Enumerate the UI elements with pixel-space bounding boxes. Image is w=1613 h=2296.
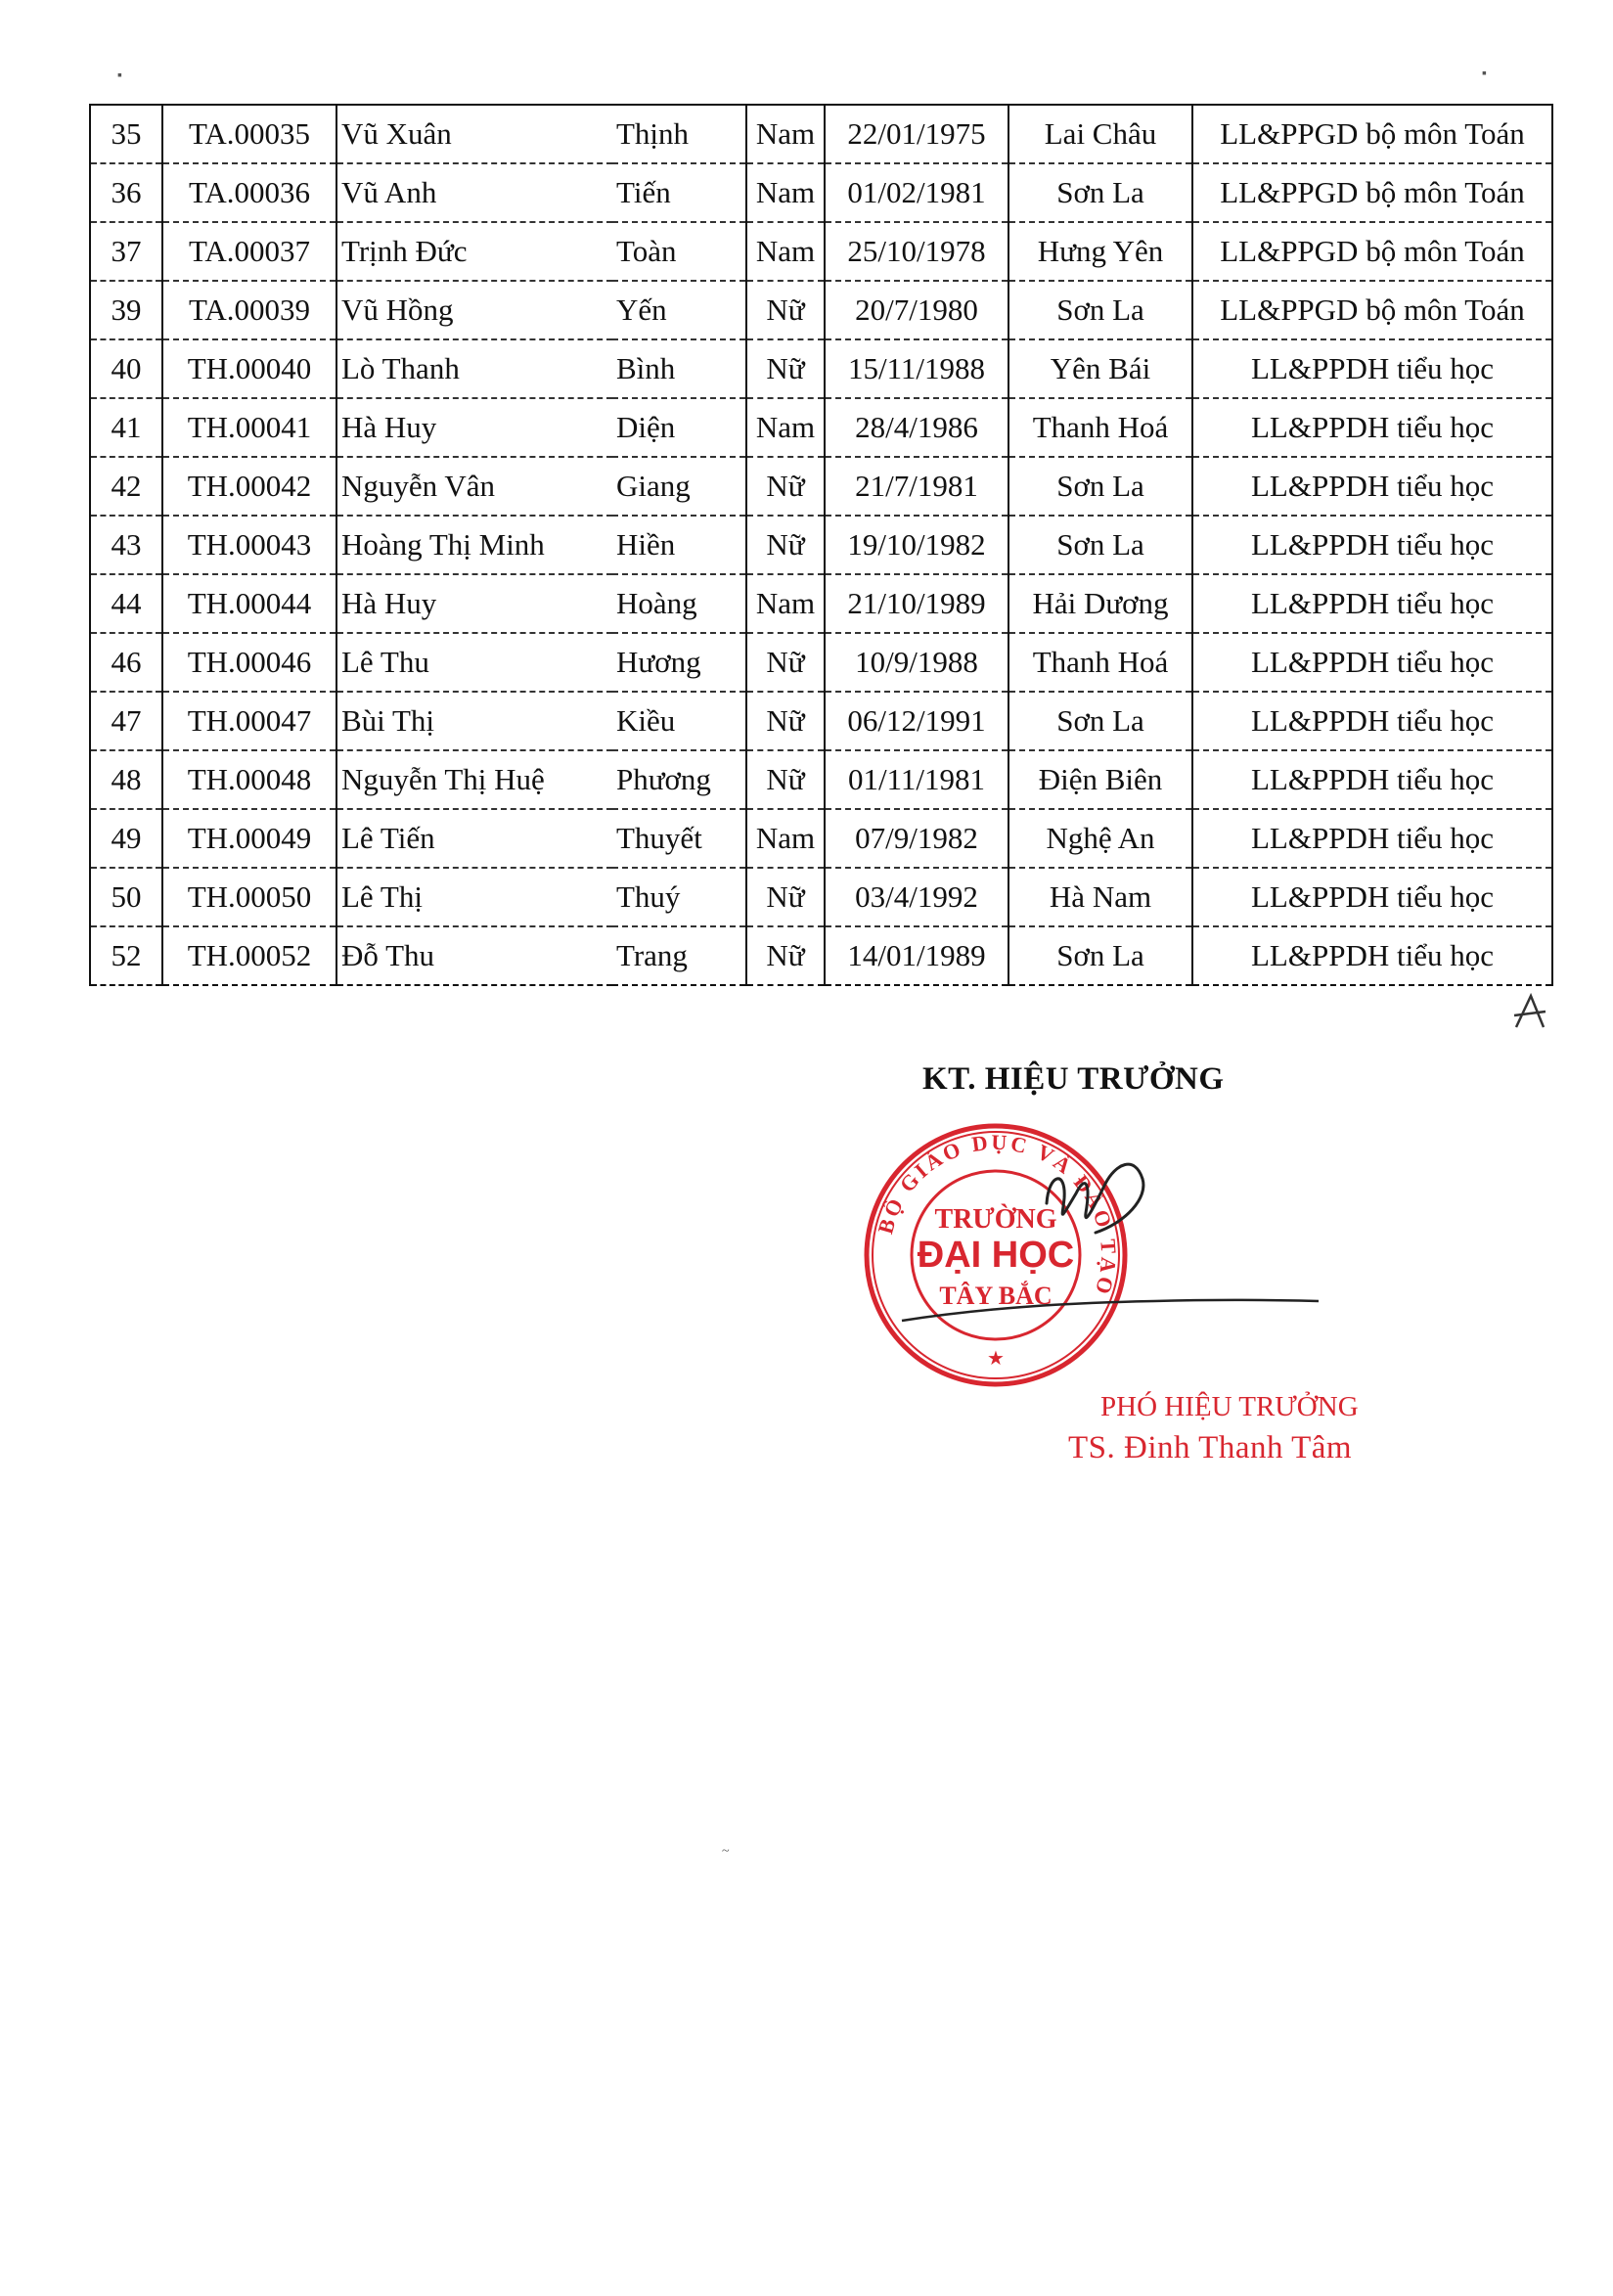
cell-major: LL&PPDH tiểu học — [1192, 516, 1552, 574]
cell-dob: 01/02/1981 — [825, 163, 1008, 222]
table-row — [90, 398, 1552, 457]
student-table — [89, 104, 1553, 986]
cell-stt: 50 — [90, 868, 162, 926]
cell-last: Thuý — [612, 868, 746, 926]
cell-stt: 46 — [90, 633, 162, 692]
cell-major: LL&PPDH tiểu học — [1192, 750, 1552, 809]
cell-place: Lai Châu — [1008, 105, 1192, 163]
cell-last: Diện — [612, 398, 746, 457]
cell-code: TA.00039 — [162, 281, 336, 339]
cell-dob: 06/12/1991 — [825, 692, 1008, 750]
cell-place: Yên Bái — [1008, 339, 1192, 398]
seal-line-2: ĐẠI HỌC — [917, 1235, 1075, 1276]
cell-sex: Nữ — [746, 692, 825, 750]
cell-stt: 47 — [90, 692, 162, 750]
seal-ring-text: BỘ GIÁO DỤC VÀ ĐÀO TẠO — [873, 1129, 1122, 1300]
cell-stt: 40 — [90, 339, 162, 398]
cell-sex: Nam — [746, 398, 825, 457]
seal-line-1: TRƯỜNG — [934, 1204, 1057, 1235]
cell-first: Lê Tiến — [336, 809, 612, 868]
cell-first: Hoàng Thị Minh — [336, 516, 612, 574]
cell-sex: Nữ — [746, 516, 825, 574]
table-row — [90, 926, 1552, 985]
cell-sex: Nữ — [746, 868, 825, 926]
cell-sex: Nữ — [746, 339, 825, 398]
cell-first: Đỗ Thu — [336, 926, 612, 985]
cell-dob: 14/01/1989 — [825, 926, 1008, 985]
cell-place: Sơn La — [1008, 457, 1192, 516]
table-row — [90, 868, 1552, 926]
cell-code: TH.00042 — [162, 457, 336, 516]
cell-major: LL&PPDH tiểu học — [1192, 398, 1552, 457]
cell-major: LL&PPDH tiểu học — [1192, 926, 1552, 985]
table-row — [90, 281, 1552, 339]
cell-place: Sơn La — [1008, 926, 1192, 985]
cell-stt: 39 — [90, 281, 162, 339]
signer-name: TS. Đinh Thanh Tâm — [1068, 1430, 1353, 1465]
cell-place: Điện Biên — [1008, 750, 1192, 809]
cell-dob: 21/10/1989 — [825, 574, 1008, 633]
cell-major: LL&PPDH tiểu học — [1192, 868, 1552, 926]
table-row — [90, 457, 1552, 516]
cell-sex: Nam — [746, 222, 825, 281]
cell-first: Lê Thu — [336, 633, 612, 692]
cell-major: LL&PPDH tiểu học — [1192, 457, 1552, 516]
cell-last: Phương — [612, 750, 746, 809]
cell-first: Hà Huy — [336, 574, 612, 633]
cell-code: TA.00036 — [162, 163, 336, 222]
scan-speck: ▪ — [117, 68, 122, 83]
cell-code: TH.00050 — [162, 868, 336, 926]
cell-major: LL&PPGD bộ môn Toán — [1192, 222, 1552, 281]
margin-scribble — [1506, 988, 1555, 1037]
signature-title: KT. HIỆU TRƯỞNG — [922, 1061, 1225, 1097]
cell-sex: Nữ — [746, 281, 825, 339]
cell-sex: Nữ — [746, 750, 825, 809]
cell-dob: 28/4/1986 — [825, 398, 1008, 457]
cell-code: TH.00046 — [162, 633, 336, 692]
cell-place: Hải Dương — [1008, 574, 1192, 633]
table-row — [90, 574, 1552, 633]
table-row — [90, 163, 1552, 222]
cell-last: Tiến — [612, 163, 746, 222]
cell-last: Yến — [612, 281, 746, 339]
cell-major: LL&PPGD bộ môn Toán — [1192, 281, 1552, 339]
cell-last: Hương — [612, 633, 746, 692]
cell-major: LL&PPDH tiểu học — [1192, 339, 1552, 398]
cell-dob: 15/11/1988 — [825, 339, 1008, 398]
cell-first: Lò Thanh — [336, 339, 612, 398]
cell-stt: 35 — [90, 105, 162, 163]
cell-major: LL&PPGD bộ môn Toán — [1192, 105, 1552, 163]
cell-last: Bình — [612, 339, 746, 398]
cell-last: Giang — [612, 457, 746, 516]
cell-stt: 42 — [90, 457, 162, 516]
cell-dob: 01/11/1981 — [825, 750, 1008, 809]
cell-code: TH.00040 — [162, 339, 336, 398]
signer-position: PHÓ HIỆU TRƯỞNG — [1100, 1391, 1359, 1422]
cell-first: Trịnh Đức — [336, 222, 612, 281]
cell-code: TH.00047 — [162, 692, 336, 750]
cell-sex: Nam — [746, 574, 825, 633]
cell-last: Hiền — [612, 516, 746, 574]
cell-place: Sơn La — [1008, 281, 1192, 339]
cell-stt: 41 — [90, 398, 162, 457]
cell-sex: Nữ — [746, 457, 825, 516]
cell-code: TA.00035 — [162, 105, 336, 163]
cell-last: Thuyết — [612, 809, 746, 868]
cell-dob: 19/10/1982 — [825, 516, 1008, 574]
cell-first: Nguyễn Vân — [336, 457, 612, 516]
table-row — [90, 692, 1552, 750]
cell-code: TA.00037 — [162, 222, 336, 281]
cell-dob: 10/9/1988 — [825, 633, 1008, 692]
seal-star-icon: ★ — [987, 1346, 1005, 1370]
cell-code: TH.00044 — [162, 574, 336, 633]
cell-first: Bùi Thị — [336, 692, 612, 750]
scan-speck: ▪ — [1482, 67, 1487, 81]
cell-first: Vũ Xuân — [336, 105, 612, 163]
cell-dob: 22/01/1975 — [825, 105, 1008, 163]
cell-last: Thịnh — [612, 105, 746, 163]
cell-sex: Nam — [746, 809, 825, 868]
cell-code: TH.00049 — [162, 809, 336, 868]
student-table-body — [90, 105, 1552, 985]
cell-stt: 49 — [90, 809, 162, 868]
seal-line-3: TÂY BẮC — [939, 1282, 1053, 1310]
cell-place: Hà Nam — [1008, 868, 1192, 926]
cell-place: Nghệ An — [1008, 809, 1192, 868]
cell-first: Vũ Hồng — [336, 281, 612, 339]
cell-dob: 21/7/1981 — [825, 457, 1008, 516]
table-row — [90, 809, 1552, 868]
table-row — [90, 339, 1552, 398]
cell-stt: 36 — [90, 163, 162, 222]
table-row — [90, 105, 1552, 163]
cell-stt: 44 — [90, 574, 162, 633]
cell-place: Sơn La — [1008, 516, 1192, 574]
cell-major: LL&PPDH tiểu học — [1192, 809, 1552, 868]
cell-place: Sơn La — [1008, 163, 1192, 222]
scan-speck: ~ — [722, 1844, 730, 1859]
cell-place: Thanh Hoá — [1008, 633, 1192, 692]
cell-last: Trang — [612, 926, 746, 985]
signature-stroke — [900, 1291, 1321, 1330]
cell-code: TH.00048 — [162, 750, 336, 809]
cell-place: Thanh Hoá — [1008, 398, 1192, 457]
cell-stt: 48 — [90, 750, 162, 809]
cell-major: LL&PPDH tiểu học — [1192, 692, 1552, 750]
table-row — [90, 222, 1552, 281]
cell-stt: 52 — [90, 926, 162, 985]
cell-last: Toàn — [612, 222, 746, 281]
table-row — [90, 633, 1552, 692]
cell-place: Sơn La — [1008, 692, 1192, 750]
cell-stt: 37 — [90, 222, 162, 281]
cell-stt: 43 — [90, 516, 162, 574]
cell-dob: 03/4/1992 — [825, 868, 1008, 926]
cell-code: TH.00043 — [162, 516, 336, 574]
cell-code: TH.00041 — [162, 398, 336, 457]
cell-first: Vũ Anh — [336, 163, 612, 222]
cell-dob: 07/9/1982 — [825, 809, 1008, 868]
cell-first: Lê Thị — [336, 868, 612, 926]
cell-last: Kiều — [612, 692, 746, 750]
cell-sex: Nữ — [746, 926, 825, 985]
table-row — [90, 516, 1552, 574]
handwritten-signature — [1037, 1145, 1154, 1252]
cell-first: Hà Huy — [336, 398, 612, 457]
cell-code: TH.00052 — [162, 926, 336, 985]
cell-dob: 20/7/1980 — [825, 281, 1008, 339]
cell-sex: Nam — [746, 105, 825, 163]
cell-place: Hưng Yên — [1008, 222, 1192, 281]
cell-first: Nguyễn Thị Huệ — [336, 750, 612, 809]
cell-major: LL&PPDH tiểu học — [1192, 574, 1552, 633]
cell-sex: Nam — [746, 163, 825, 222]
cell-sex: Nữ — [746, 633, 825, 692]
cell-dob: 25/10/1978 — [825, 222, 1008, 281]
cell-major: LL&PPGD bộ môn Toán — [1192, 163, 1552, 222]
table-row — [90, 750, 1552, 809]
cell-last: Hoàng — [612, 574, 746, 633]
cell-major: LL&PPDH tiểu học — [1192, 633, 1552, 692]
